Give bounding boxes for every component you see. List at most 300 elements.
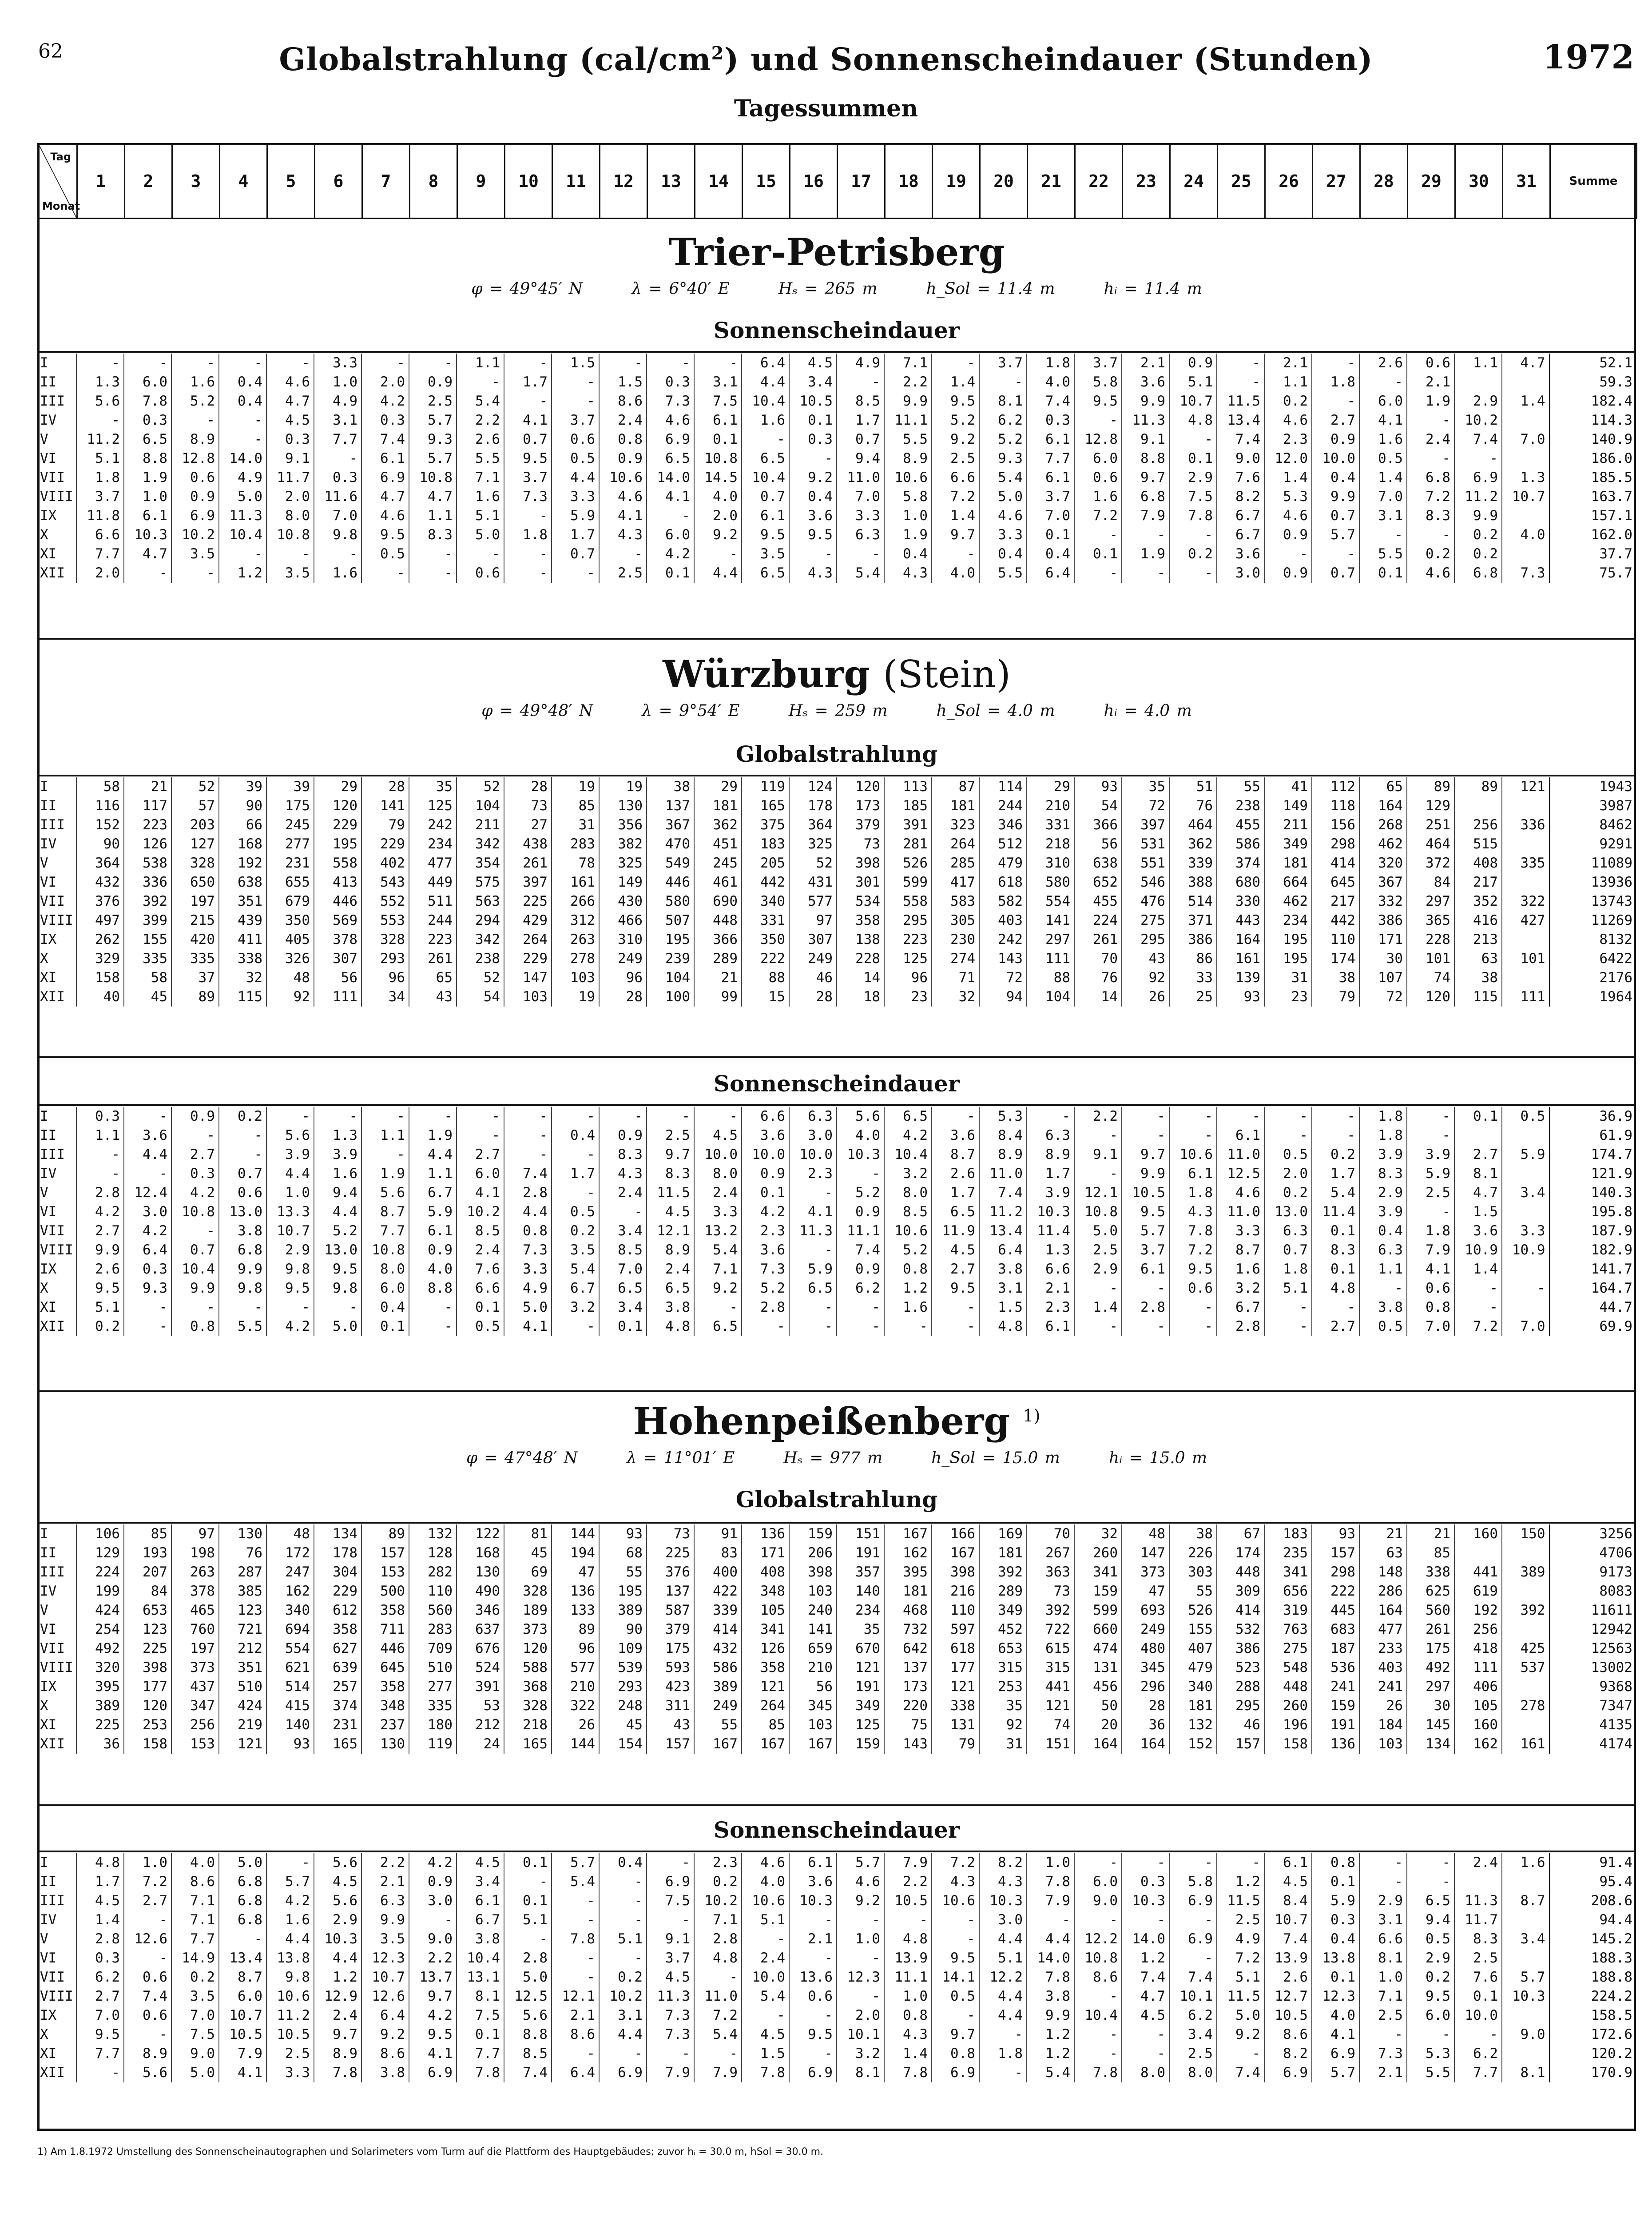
day-cell: 193 bbox=[124, 1544, 171, 1563]
day-cell: 1.4 bbox=[1359, 468, 1407, 487]
day-cell: 414 bbox=[1217, 1601, 1264, 1620]
day-cell: 9.5 bbox=[76, 2025, 124, 2044]
day-cell: 10.3 bbox=[1027, 1202, 1074, 1222]
coord-phi: φ = 49°45′ N bbox=[471, 280, 583, 298]
day-cell: - bbox=[599, 1891, 647, 1911]
day-cell: - bbox=[361, 354, 409, 373]
day-cell: 6.2 bbox=[1169, 2006, 1217, 2025]
day-cell: 0.6 bbox=[1407, 1279, 1454, 1298]
day-cell: - bbox=[742, 430, 789, 449]
day-cell: 539 bbox=[599, 1658, 647, 1677]
day-cell: 138 bbox=[837, 930, 884, 949]
day-cell: - bbox=[219, 1298, 266, 1317]
day-cell: 43 bbox=[1122, 949, 1169, 968]
day-cell: 1.6 bbox=[742, 411, 789, 430]
day-cell: - bbox=[124, 1317, 171, 1336]
month-label: II bbox=[40, 374, 57, 390]
day-cell: - bbox=[504, 354, 552, 373]
day-cell: 9.9 bbox=[1312, 487, 1359, 506]
day-cell: 8.3 bbox=[1407, 506, 1454, 525]
table-row bbox=[37, 796, 1636, 816]
day-cell: 94 bbox=[979, 987, 1027, 1007]
day-cell: 3.1 bbox=[1359, 506, 1407, 525]
table-wuerzburg-global bbox=[37, 777, 1636, 1007]
day-cell: 51 bbox=[1169, 777, 1217, 796]
day-cell: 656 bbox=[1264, 1582, 1312, 1601]
day-cell: 1.3 bbox=[1502, 468, 1549, 487]
sum-cell: 187.9 bbox=[1549, 1222, 1636, 1241]
day-cell: 240 bbox=[789, 1601, 837, 1620]
day-cell: 537 bbox=[1502, 1658, 1549, 1677]
day-cell: - bbox=[124, 564, 171, 583]
day-cell: 7.4 bbox=[1217, 430, 1264, 449]
day-cell: 73 bbox=[647, 1524, 694, 1544]
coords-trier bbox=[37, 280, 1636, 298]
day-cell: 3.6 bbox=[742, 1126, 789, 1145]
day-cell: 6.9 bbox=[1169, 1891, 1217, 1911]
day-cell: 168 bbox=[457, 1544, 504, 1563]
section-title-wuerzburg-global: Globalstrahlung bbox=[735, 741, 938, 767]
day-cell: - bbox=[171, 564, 219, 583]
day-cell: 4.7 bbox=[1122, 1987, 1169, 2006]
day-cell: 85 bbox=[1407, 1544, 1454, 1563]
day-cell: 6.4 bbox=[552, 2063, 599, 2082]
day-cell: 31 bbox=[552, 816, 599, 835]
day-cell bbox=[1502, 1949, 1549, 1968]
day-cell: 215 bbox=[171, 911, 219, 930]
day-cell: 66 bbox=[219, 816, 266, 835]
sum-cell: 75.7 bbox=[1549, 564, 1636, 583]
day-cell: 10.5 bbox=[266, 2025, 314, 2044]
day-cell bbox=[1502, 1126, 1549, 1145]
day-cell: 3.3 bbox=[837, 506, 884, 525]
day-cell: 101 bbox=[1407, 949, 1454, 968]
day-cell: 10.8 bbox=[361, 1241, 409, 1260]
day-cell: 4.2 bbox=[409, 1853, 457, 1872]
day-cell: - bbox=[1454, 1279, 1502, 1298]
day-cell: 7.4 bbox=[1454, 430, 1502, 449]
day-cell: 2.1 bbox=[1027, 1279, 1074, 1298]
day-cell: 1.9 bbox=[1122, 545, 1169, 564]
day-cell: 3.3 bbox=[1217, 1222, 1264, 1241]
day-cell: 162 bbox=[266, 1582, 314, 1601]
day-cell: 192 bbox=[1454, 1601, 1502, 1620]
day-cell: 4.9 bbox=[314, 392, 361, 411]
day-cell: 8.2 bbox=[979, 1853, 1027, 1872]
day-cell: 1.3 bbox=[314, 1126, 361, 1145]
day-cell: 8.3 bbox=[1312, 1241, 1359, 1260]
day-cell: 157 bbox=[1217, 1735, 1264, 1754]
day-cell: 9.8 bbox=[266, 1260, 314, 1279]
header-row bbox=[38, 144, 1637, 219]
day-cell: 3.8 bbox=[219, 1222, 266, 1241]
month-label: IX bbox=[40, 1679, 57, 1695]
day-cell: 133 bbox=[552, 1601, 599, 1620]
day-cell: 13.4 bbox=[1217, 411, 1264, 430]
day-cell: 6.3 bbox=[789, 1107, 837, 1126]
table-row bbox=[37, 1241, 1636, 1260]
day-cell: - bbox=[979, 2063, 1027, 2082]
day-cell: 500 bbox=[361, 1582, 409, 1601]
day-cell: 4.2 bbox=[884, 1126, 932, 1145]
day-cell: 2.1 bbox=[361, 1872, 409, 1891]
day-cell: 11.2 bbox=[979, 1202, 1027, 1222]
day-cell: 9.1 bbox=[1122, 430, 1169, 449]
table-row bbox=[37, 545, 1636, 564]
day-cell: 107 bbox=[1359, 968, 1407, 987]
day-cell: 4.4 bbox=[742, 373, 789, 392]
day-cell: 392 bbox=[124, 892, 171, 911]
day-cell: 1.7 bbox=[76, 1872, 124, 1891]
day-cell: 249 bbox=[789, 949, 837, 968]
header-day-12: 12 bbox=[600, 144, 647, 219]
day-cell: 328 bbox=[504, 1582, 552, 1601]
day-cell: 1.4 bbox=[1454, 1260, 1502, 1279]
day-cell: - bbox=[599, 1107, 647, 1126]
day-cell: 5.7 bbox=[409, 411, 457, 430]
day-cell: 29 bbox=[314, 777, 361, 796]
day-cell: - bbox=[1169, 1911, 1217, 1930]
month-label: I bbox=[40, 1855, 48, 1871]
day-cell: 9.7 bbox=[1122, 1145, 1169, 1164]
day-cell: - bbox=[1074, 564, 1122, 583]
day-cell: 366 bbox=[1074, 816, 1122, 835]
day-cell: 332 bbox=[1359, 892, 1407, 911]
day-cell: 198 bbox=[171, 1544, 219, 1563]
day-cell: 7.4 bbox=[361, 430, 409, 449]
section-title-trier-sonne: Sonnenscheindauer bbox=[713, 317, 960, 343]
day-cell: 21 bbox=[694, 968, 742, 987]
day-cell: 11.5 bbox=[1217, 1987, 1264, 2006]
day-cell: 6.0 bbox=[361, 1279, 409, 1298]
day-cell: - bbox=[1264, 1126, 1312, 1145]
day-cell: - bbox=[932, 545, 979, 564]
day-cell: 1.6 bbox=[884, 1298, 932, 1317]
day-cell: 7.4 bbox=[979, 1183, 1027, 1202]
sum-cell: 69.9 bbox=[1549, 1317, 1636, 1336]
day-cell: 220 bbox=[884, 1696, 932, 1716]
day-cell: 301 bbox=[837, 873, 884, 892]
day-cell: 14 bbox=[837, 968, 884, 987]
day-cell: 12.3 bbox=[1312, 1987, 1359, 2006]
day-cell: 6.4 bbox=[124, 1241, 171, 1260]
day-cell: 1.8 bbox=[1264, 1260, 1312, 1279]
day-cell: 3.7 bbox=[1074, 354, 1122, 373]
day-cell: 171 bbox=[742, 1544, 789, 1563]
day-cell: 0.9 bbox=[409, 373, 457, 392]
day-cell: 1.8 bbox=[504, 525, 552, 545]
day-cell: 0.1 bbox=[1312, 1222, 1359, 1241]
day-cell: 116 bbox=[76, 796, 124, 816]
header-day-18: 18 bbox=[885, 144, 933, 219]
sum-cell: 44.7 bbox=[1549, 1298, 1636, 1317]
day-cell: 1.0 bbox=[884, 1987, 932, 2006]
table-row bbox=[37, 564, 1636, 583]
month-label: XI bbox=[40, 970, 57, 986]
day-cell: 6.6 bbox=[76, 525, 124, 545]
day-cell: 52 bbox=[457, 777, 504, 796]
day-cell: - bbox=[1074, 1126, 1122, 1145]
day-cell: 65 bbox=[1359, 777, 1407, 796]
day-cell: - bbox=[1407, 1126, 1454, 1145]
day-cell: 295 bbox=[884, 911, 932, 930]
day-cell: 395 bbox=[76, 1677, 124, 1696]
day-cell: 618 bbox=[932, 1639, 979, 1658]
day-cell: 9.5 bbox=[932, 1279, 979, 1298]
day-cell: 3.6 bbox=[1217, 545, 1264, 564]
day-cell: 3.2 bbox=[884, 1164, 932, 1183]
day-cell: 212 bbox=[219, 1639, 266, 1658]
day-cell: 319 bbox=[1264, 1601, 1312, 1620]
header-day-28: 28 bbox=[1360, 144, 1408, 219]
day-cell: 659 bbox=[789, 1639, 837, 1658]
day-cell: 362 bbox=[694, 816, 742, 835]
day-cell: 167 bbox=[932, 1544, 979, 1563]
day-cell: 4.1 bbox=[409, 2044, 457, 2063]
day-cell: 277 bbox=[266, 835, 314, 854]
day-cell: 0.9 bbox=[171, 487, 219, 506]
day-cell bbox=[1502, 1872, 1549, 1891]
day-cell: 4.1 bbox=[789, 1202, 837, 1222]
day-cell: 261 bbox=[1074, 930, 1122, 949]
day-cell: 452 bbox=[979, 1620, 1027, 1639]
table-row bbox=[37, 2044, 1636, 2063]
day-cell: 264 bbox=[932, 835, 979, 854]
day-cell: 6.1 bbox=[1122, 1260, 1169, 1279]
table-row bbox=[37, 506, 1636, 525]
month-label: XII bbox=[40, 565, 65, 581]
day-cell: 6.6 bbox=[1027, 1260, 1074, 1279]
day-cell: 89 bbox=[171, 987, 219, 1007]
day-cell: 8.1 bbox=[1502, 2063, 1549, 2082]
day-cell: 249 bbox=[1122, 1620, 1169, 1639]
day-cell: 121 bbox=[742, 1677, 789, 1696]
day-cell: 3.3 bbox=[979, 525, 1027, 545]
day-cell: - bbox=[1074, 1164, 1122, 1183]
day-cell: 9.7 bbox=[314, 2025, 361, 2044]
day-cell: 14.0 bbox=[1122, 1930, 1169, 1949]
day-cell: 429 bbox=[504, 911, 552, 930]
header-day-30: 30 bbox=[1455, 144, 1503, 219]
day-cell: 55 bbox=[694, 1716, 742, 1735]
day-cell: 4.0 bbox=[694, 487, 742, 506]
day-cell: 19 bbox=[552, 777, 599, 796]
day-cell: 4.7 bbox=[361, 487, 409, 506]
day-cell: 127 bbox=[171, 835, 219, 854]
day-cell: 111 bbox=[314, 987, 361, 1007]
day-cell: 0.3 bbox=[124, 411, 171, 430]
day-cell: 625 bbox=[1407, 1582, 1454, 1601]
day-cell: 1.1 bbox=[1264, 373, 1312, 392]
day-cell: 5.6 bbox=[124, 2063, 171, 2082]
day-cell: 477 bbox=[409, 854, 457, 873]
day-cell: - bbox=[694, 1107, 742, 1126]
day-cell: 8.2 bbox=[1217, 487, 1264, 506]
day-cell: 325 bbox=[599, 854, 647, 873]
day-cell: 6.9 bbox=[409, 2063, 457, 2082]
day-cell: 4.1 bbox=[1407, 1260, 1454, 1279]
day-cell: 0.2 bbox=[1169, 545, 1217, 564]
day-cell: 12.1 bbox=[647, 1222, 694, 1241]
day-cell: 13.8 bbox=[1312, 1949, 1359, 1968]
day-cell: 9.5 bbox=[361, 525, 409, 545]
day-cell: 5.2 bbox=[979, 430, 1027, 449]
day-cell: 1.6 bbox=[1217, 1260, 1264, 1279]
header-day-8: 8 bbox=[410, 144, 457, 219]
day-cell: 289 bbox=[694, 949, 742, 968]
day-cell: 203 bbox=[171, 816, 219, 835]
header-day-3: 3 bbox=[172, 144, 220, 219]
day-cell: 1.6 bbox=[266, 1911, 314, 1930]
day-cell: 448 bbox=[1264, 1677, 1312, 1696]
day-cell: 466 bbox=[599, 911, 647, 930]
table-row bbox=[37, 1696, 1636, 1716]
day-cell: - bbox=[171, 1222, 219, 1241]
day-cell: 78 bbox=[552, 854, 599, 873]
month-label: VIII bbox=[40, 1242, 73, 1258]
day-cell: 526 bbox=[884, 854, 932, 873]
day-cell: 1.8 bbox=[1169, 1183, 1217, 1202]
month-label: II bbox=[40, 1545, 57, 1561]
table-row bbox=[37, 1279, 1636, 1298]
day-cell: 6.8 bbox=[219, 1241, 266, 1260]
day-cell: - bbox=[266, 1298, 314, 1317]
day-cell: 389 bbox=[694, 1677, 742, 1696]
day-cell: 1.7 bbox=[1312, 1164, 1359, 1183]
day-cell: 577 bbox=[789, 892, 837, 911]
day-cell: 323 bbox=[932, 816, 979, 835]
day-cell: 395 bbox=[884, 1563, 932, 1582]
day-cell: 2.0 bbox=[837, 2006, 884, 2025]
day-cell: 247 bbox=[266, 1563, 314, 1582]
day-cell: - bbox=[837, 545, 884, 564]
day-cell: 650 bbox=[171, 873, 219, 892]
day-cell: 50 bbox=[1074, 1696, 1122, 1716]
day-cell: 5.6 bbox=[361, 1183, 409, 1202]
day-cell: 9.0 bbox=[1502, 2025, 1549, 2044]
day-cell bbox=[1454, 796, 1502, 816]
day-cell: 5.0 bbox=[219, 1853, 266, 1872]
day-cell: 213 bbox=[1454, 930, 1502, 949]
day-cell: 432 bbox=[694, 1639, 742, 1658]
day-cell: 104 bbox=[647, 968, 694, 987]
day-cell: 4.4 bbox=[504, 1202, 552, 1222]
day-cell: 7.1 bbox=[171, 1911, 219, 1930]
day-cell: 19 bbox=[599, 777, 647, 796]
day-cell: 58 bbox=[124, 968, 171, 987]
day-cell: - bbox=[932, 354, 979, 373]
day-cell: 226 bbox=[1169, 1544, 1217, 1563]
day-cell: 222 bbox=[742, 949, 789, 968]
day-cell: 431 bbox=[789, 873, 837, 892]
day-cell: 5.3 bbox=[1264, 487, 1312, 506]
day-cell: 150 bbox=[1502, 1524, 1549, 1544]
day-cell: 6.9 bbox=[171, 506, 219, 525]
day-cell: 365 bbox=[1407, 911, 1454, 930]
day-cell: 205 bbox=[742, 854, 789, 873]
day-cell: 7.3 bbox=[1502, 564, 1549, 583]
day-cell: 38 bbox=[1454, 968, 1502, 987]
day-cell: 3.1 bbox=[599, 2006, 647, 2025]
table-row bbox=[37, 1639, 1636, 1658]
day-cell: 345 bbox=[1122, 1658, 1169, 1677]
day-cell: 5.3 bbox=[979, 1107, 1027, 1126]
day-cell: 4.0 bbox=[837, 1126, 884, 1145]
day-cell: 2.4 bbox=[599, 1183, 647, 1202]
day-cell: - bbox=[1407, 1107, 1454, 1126]
month-label: XII bbox=[40, 1318, 65, 1334]
day-cell: - bbox=[1312, 354, 1359, 373]
day-cell: 178 bbox=[314, 1544, 361, 1563]
table-row bbox=[37, 2006, 1636, 2025]
day-cell: 167 bbox=[742, 1735, 789, 1754]
day-cell bbox=[1502, 449, 1549, 468]
day-cell: 166 bbox=[932, 1524, 979, 1544]
day-cell: 560 bbox=[1407, 1601, 1454, 1620]
day-cell: 4.1 bbox=[219, 2063, 266, 2082]
day-cell: 118 bbox=[1312, 796, 1359, 816]
day-cell: 231 bbox=[314, 1716, 361, 1735]
table-row bbox=[37, 2063, 1636, 2082]
day-cell: 173 bbox=[884, 1677, 932, 1696]
day-cell: - bbox=[1169, 564, 1217, 583]
day-cell: 184 bbox=[1359, 1716, 1407, 1735]
day-cell: 1.5 bbox=[599, 373, 647, 392]
coord-lambda: λ = 9°54′ E bbox=[642, 702, 740, 720]
day-cell: 130 bbox=[219, 1524, 266, 1544]
day-cell: 156 bbox=[1312, 816, 1359, 835]
day-cell: 551 bbox=[1122, 854, 1169, 873]
day-cell: 7.8 bbox=[742, 2063, 789, 2082]
day-cell: 676 bbox=[457, 1639, 504, 1658]
day-cell: 81 bbox=[504, 1524, 552, 1544]
day-cell: 97 bbox=[171, 1524, 219, 1544]
day-cell: 0.5 bbox=[1359, 1317, 1407, 1336]
day-cell: 386 bbox=[1217, 1639, 1264, 1658]
day-cell: 160 bbox=[1454, 1716, 1502, 1735]
day-cell: 257 bbox=[314, 1677, 361, 1696]
day-cell: 8.9 bbox=[647, 1241, 694, 1260]
day-cell: 2.5 bbox=[409, 392, 457, 411]
month-label: VI bbox=[40, 1621, 57, 1637]
day-cell: 1.6 bbox=[1502, 1853, 1549, 1872]
day-cell: 461 bbox=[694, 873, 742, 892]
day-cell: 6.1 bbox=[789, 1853, 837, 1872]
day-cell: - bbox=[1122, 2025, 1169, 2044]
day-cell: 512 bbox=[979, 835, 1027, 854]
day-cell: 10.4 bbox=[171, 1260, 219, 1279]
day-cell: 336 bbox=[1502, 816, 1549, 835]
day-cell: 7.1 bbox=[1359, 1987, 1407, 2006]
day-cell: 119 bbox=[742, 777, 789, 796]
day-cell: 5.1 bbox=[599, 1930, 647, 1949]
day-cell: 6.2 bbox=[76, 1968, 124, 1987]
day-cell: 2.4 bbox=[1407, 430, 1454, 449]
day-cell: 4.5 bbox=[1122, 2006, 1169, 2025]
day-cell: 10.6 bbox=[932, 1891, 979, 1911]
day-cell: 10.2 bbox=[1454, 411, 1502, 430]
header-day-21: 21 bbox=[1028, 144, 1075, 219]
day-cell: 5.5 bbox=[1407, 2063, 1454, 2082]
day-cell: 8.6 bbox=[599, 392, 647, 411]
day-cell: 0.9 bbox=[599, 1126, 647, 1145]
day-cell: 403 bbox=[979, 911, 1027, 930]
day-cell: 191 bbox=[837, 1544, 884, 1563]
day-cell: 249 bbox=[599, 949, 647, 968]
day-cell: 0.4 bbox=[979, 545, 1027, 564]
day-cell: 29 bbox=[694, 777, 742, 796]
day-cell: 9.3 bbox=[979, 449, 1027, 468]
